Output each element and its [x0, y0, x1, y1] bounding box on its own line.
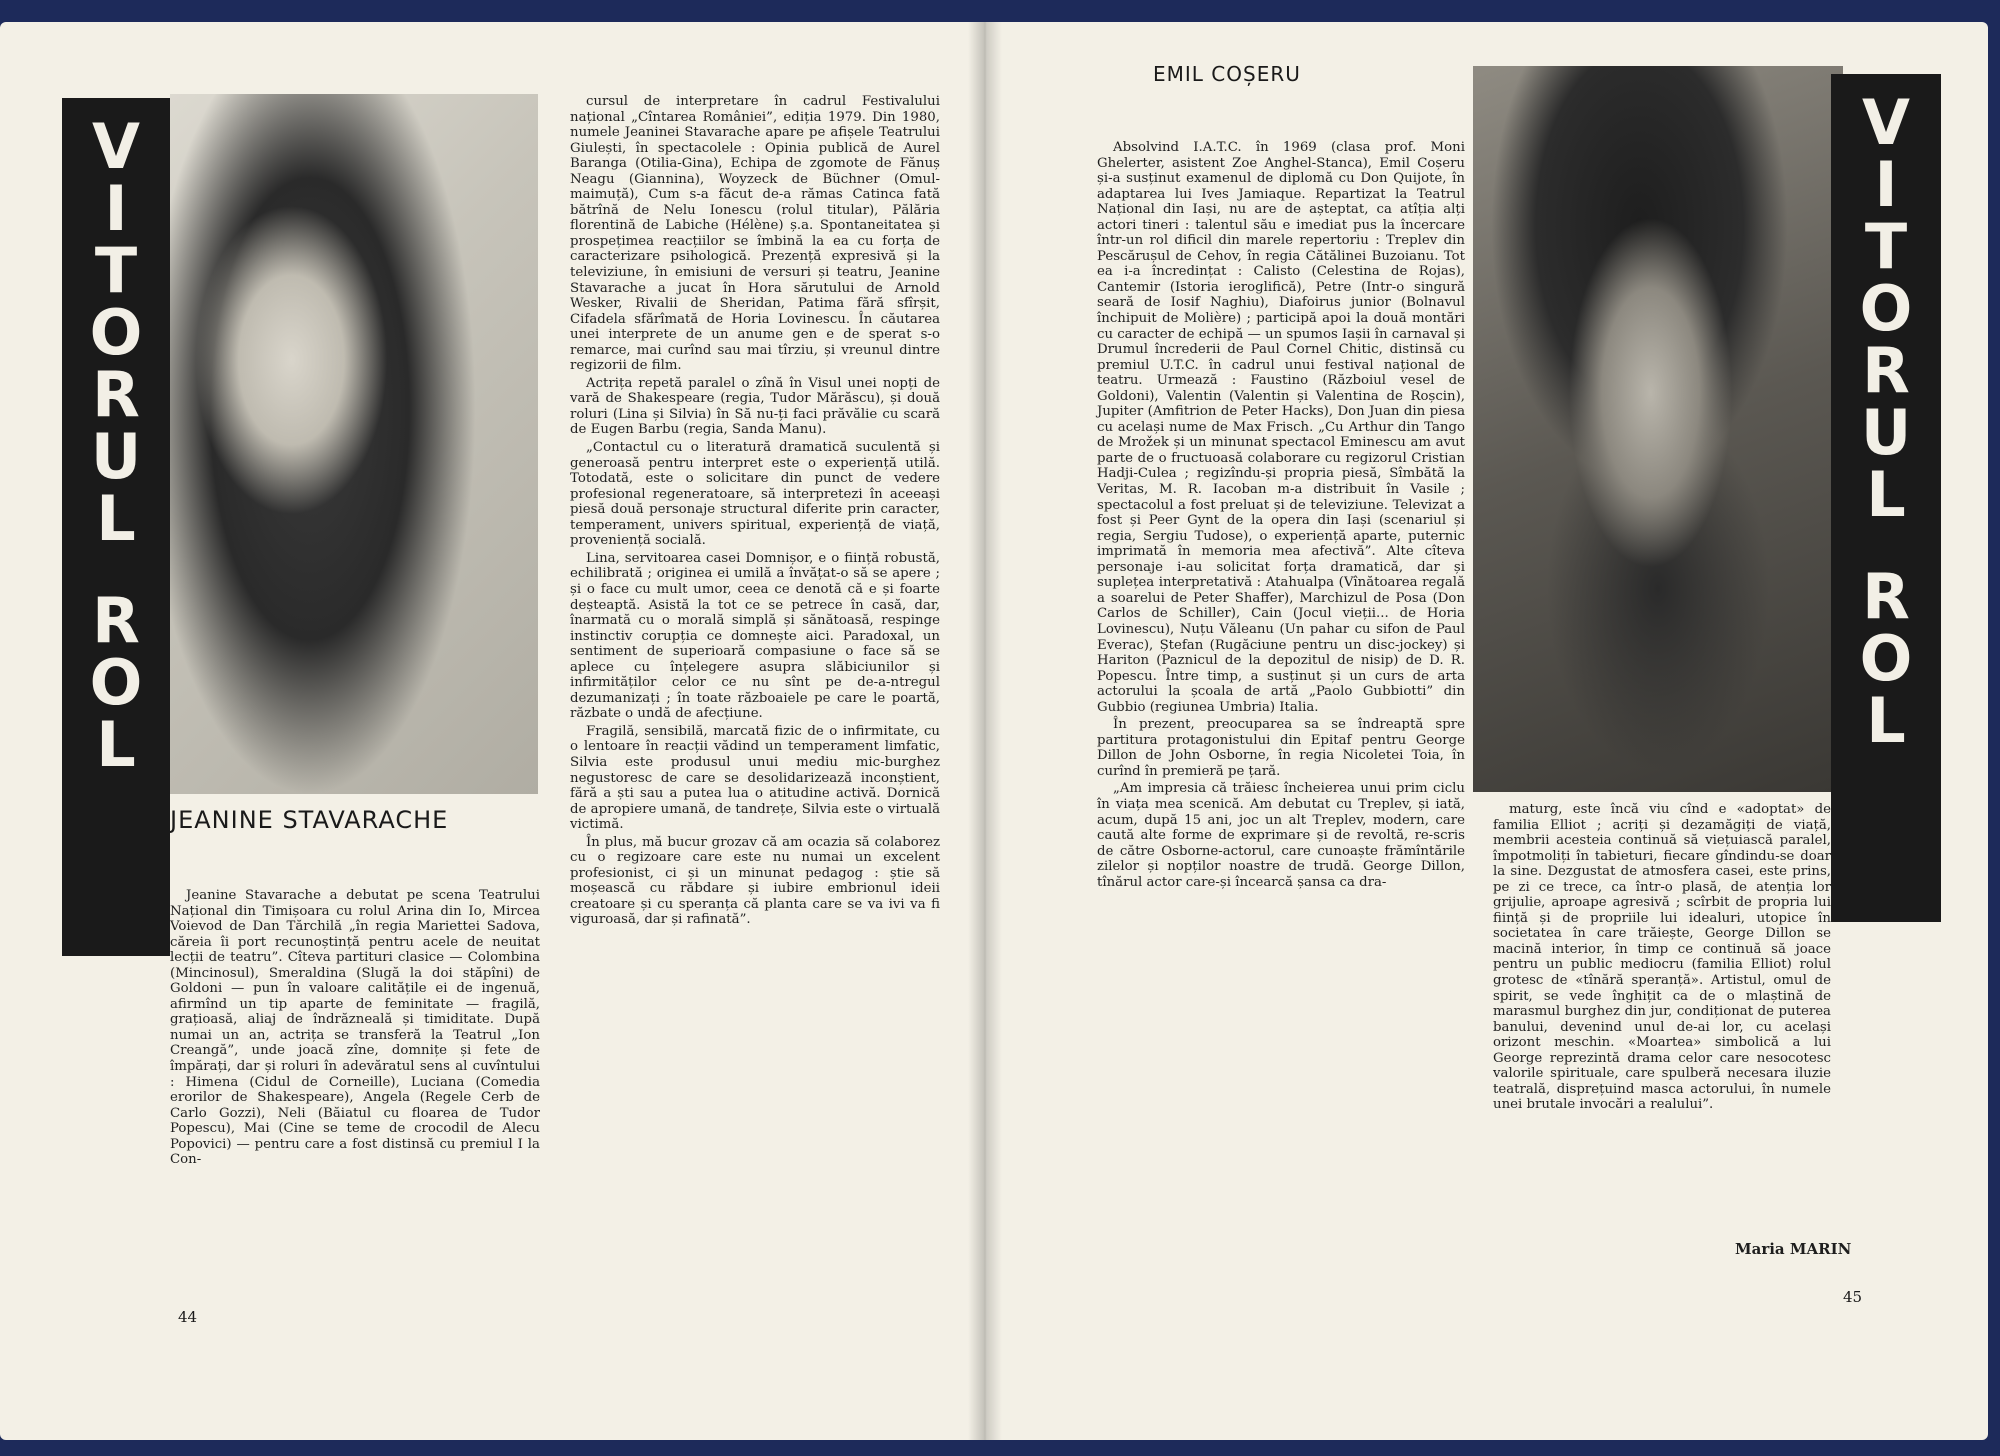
title-letter: O — [1859, 622, 1913, 695]
author-signature: Maria MARIN — [1735, 1240, 1852, 1258]
paragraph: „Contactul cu o literatură dramatică suculentă și generoasă pentru interpret este o experiență utilă. Totodată, este o solicitare din punct de vedere profesional regeneratoare, să interpretezi în aceeași piesă două personaje structural diferite prin caracter, temperament, univers spiritual, experiență de viață, proveniență socială. — [570, 440, 940, 549]
article-right-col2 — [1493, 802, 1831, 1113]
paragraph: Jeanine Stavarache a debutat pe scena Teatrului Național din Timișoara cu rolul Arina din Io, Mircea Voievod de Dan Tărchilă „în regia Mariettei Sadova, căreia îi port recunoștință pentru acele de neuitat lecții de teatru”. Cîteva partituri clasice — Colombina (Mincinosul), Smeraldina (Slugă la doi stăpîni) de Goldoni — pun în valoare calitățile ei de ingenuă, afirmînd un tip aparte de feminitate — fragilă, grațioasă, aliaj de îndrăzneală și timiditate. După numai un an, actrița se transferă la Teatrul „Ion Creangă”, unde joacă zîne, domnițe și fete de împărați, dar și roluri în adevăratul sens al cuvîntului : Himena (Cidul de Corneille), Luciana (Comedia erorilor de Shakespeare), Angela (Regele Cerb de Carlo Gozzi), Neli (Băiatul cu floarea de Tudor Popescu), Mai (Cine se teme de crocodil de Alecu Popovici) — pentru care a fost distinsă cu premiul I la Con- — [170, 888, 540, 1168]
paragraph: cursul de interpretare în cadrul Festivalului național „Cîntarea României”, ediția 1979. Din 1980, numele Jeaninei Stavarache apare pe afișele Teatrului Giulești, în spectacolele : Opinia publică de Aurel Baranga (Otilia-Gina), Echipa de zgomote de Fănuș Neagu (Giannina), Woyzeck de Büchner (Omul-maimuță), Cum s-a făcut de-a rămas Catinca fată bătrînă de Nelu Ionescu (rolul titular), Pălăria florentină de Labiche (Hélène) ș.a. Spontaneitatea și prospețimea reacțiilor se îmbină la ea cu forța de caracterizare psihologică. Prezență expresivă și la televiziune, în emisiuni de versuri și teatru, Jeanine Stavarache a jucat în Hora sărutului de Arnold Wesker, Rivalii de Sheridan, Patima fără sfîrșit, Cifadela sfărîmată de Horia Lovinescu. În căutarea unei interprete de un anume gen e de sperat s-o remarce, mai curînd sau mai tîrziu, și vreunul dintre regizorii de film. — [570, 94, 940, 374]
actor-name-left: JEANINE STAVARACHE — [170, 806, 449, 834]
article-right-col1 — [1097, 140, 1465, 890]
title-letter: T — [1864, 210, 1908, 283]
article-left-col2 — [570, 94, 940, 928]
actor-portrait — [1473, 66, 1843, 792]
title-letter: O — [89, 646, 143, 719]
title-letter: U — [90, 420, 142, 493]
paragraph: Actrița repetă paralel o zînă în Visul unei nopți de vară de Shakespeare (regia, Tudor Mărăscu), și două roluri (Lina și Silvia) în Să nu-ți faci prăvălie cu scară de Eugen Barbu (regia, Sanda Manu). — [570, 375, 940, 438]
vertical-title-right — [1831, 74, 1941, 922]
paragraph: Absolvind I.A.T.C. în 1969 (clasa prof. Moni Ghelerter, asistent Zoe Anghel-Stanca), Emil Coșeru și-a susținut examenul de diplomă cu Don Quijote, în adaptarea lui Ives Jamiaque. Repartizat la Teatrul Național din Iași, nu are de așteptat, ca atîția alți actori tineri : talentul său e imediat pus la încercare într-un rol dificil din marele repertoriu : Treplev din Pescărușul de Cehov, în regia Cătălinei Buzoianu. Tot ea i-a încredințat : Calisto (Celestina de Rojas), Cantemir (Istoria ieroglifică), Petre (Intr-o singură seară de Iosif Naghiu), Diafoirus junior (Bolnavul închipuit de Molière) ; participă apoi la două montări cu caracter de echipă — un spumos Iașii în carnaval și Drumul încrederii de Paul Cornel Chitic, distinsă cu premiul U.T.C. în cadrul unui festival național de teatru. Urmează : Faustino (Războiul vesel de Goldoni), Valentin (Valentin și Valentina de Roșcin), Jupiter (Amfitrion de Peter Hacks), Don Juan din piesa cu același nume de Max Frisch. „Cu Arthur din Tango de Mrožek și un minunat spectacol Eminescu am avut parte de o fructuoasă colaborare cu regizorul Cristian Hadji-Culea ; regizîndu-și propria piesă, Sîmbătă la Veritas, M. R. Iacoban m-a distribuit în Vasile ; spectacolul a fost preluat și de televiziune. Televizat a fost și Peer Gynt de la opera din Iași (scenariul și regia, Sergiu Tudose), o experiență aparte, puternic imprimată în memoria mea afectivă”. Alte cîteva personaje i-au solicitat forța dramatică, dar și suplețea interpretativă : Atahualpa (Vînătoarea regală a soarelui de Peter Shaffer), Marchizul de Posa (Don Carlos de Schiller), Cain (Jocul vieții... de Horia Lovinescu), Nuțu Văleanu (Un pahar cu sifon de Paul Everac), Ștefan (Rugăciune pentru un disc-jockey) și Hariton (Paznicul de la depozitul de nisip) de D. R. Popescu. Între timp, a susținut și un curs de arta actorului la școala de artă „Paolo Gubbiotti” din Gubbio (regiunea Umbria) Italia. — [1097, 140, 1465, 715]
title-letter: R — [1862, 334, 1910, 407]
page-number-right: 45 — [1843, 1288, 1863, 1306]
page-number-left: 44 — [178, 1308, 198, 1326]
title-letter: R — [92, 358, 140, 431]
paragraph: maturg, este încă viu cînd e «adoptat» de familia Elliot ; acriți și dezamăgiți de viață, membrii acesteia continuă să viețuiască paralel, împotmoliți în tabieturi, fiecare gîndindu-se doar la sine. Dezgustat de atmosfera casei, este prins, pe zi ce trece, ca într-o plasă, de atenția lor grijulie, aproape agresivă ; scîrbit de propria lui ființă și de propriile lui idealuri, utopice în societatea în care trăiește, George Dillon se macină interior, în timp ce continuă să joace pentru un public mediocru (familia Elliot) rolul grotesc de «tînără speranță». Artistul, omul de spirit, se vede înghițit ca de o mlaștină de marasmul burghez din jur, condiționat de puterea banului, devenind unul de-ai lor, cu același orizont meschin. «Moartea» simbolică a lui George reprezintă drama celor care nesocotesc valorile spirituale, care spulberă necesara iluzie teatrală, disprețuind masca actorului, în numele unei brutale invocări a realului”. — [1493, 802, 1831, 1113]
actress-portrait — [170, 94, 538, 794]
title-letter: L — [1866, 684, 1906, 757]
paragraph: Lina, servitoarea casei Domnișor, e o ființă robustă, echilibrată ; originea ei umilă a învățat-o să se apere ; și o face cu mult umor, ceea ce denotă că e și foarte deșteaptă. Asistă la tot ce se petrece în casă, dar, înarmată cu o morală simplă și sănătoasă, respinge instinctiv corupția ce domnește aici. Paradoxal, un sentiment de superioară compasiune o face să se aplece cu înțelegere asupra slăbiciunilor și infirmităților celor ce nu sînt pe de-a-ntregul dezumanizați ; în toate războaiele pe care le poartă, răzbate o undă de afecțiune. — [570, 550, 940, 722]
actor-name-right: EMIL COȘERU — [1153, 62, 1301, 86]
title-letter: L — [96, 482, 136, 555]
right-page — [985, 22, 1988, 1440]
title-letter: I — [104, 172, 128, 245]
title-letter: L — [96, 708, 136, 781]
title-letter: R — [92, 584, 140, 657]
title-letter: I — [1874, 148, 1898, 221]
title-letter: T — [94, 234, 138, 307]
vertical-title-left — [62, 98, 170, 956]
title-letter: R — [1862, 560, 1910, 633]
left-page — [0, 22, 985, 1440]
paragraph: În prezent, preocuparea sa se îndreaptă spre partitura protagonistului din Epitaf pentru George Dillon de John Osborne, în regia Nicoletei Toia, în curînd în premieră pe țară. — [1097, 717, 1465, 779]
title-letter: V — [1862, 86, 1910, 159]
title-letter: V — [92, 110, 140, 183]
paragraph: „Am impresia că trăiesc încheierea unui prim ciclu în viața mea scenică. Am debutat cu Treplev, și iată, acum, după 15 ani, joc un alt Treplev, modern, care caută alte forme de exprimare și de revoltă, re-scris de către Osborne-actorul, care cunoaște frămîntările zilelor și nopților noastre de trudă. George Dillon, tînărul actor care-și încearcă șansa ca dra- — [1097, 781, 1465, 890]
title-letter: L — [1866, 458, 1906, 531]
book-gutter — [968, 22, 1002, 1440]
paragraph: În plus, mă bucur grozav că am ocazia să colaborez cu o regizoare care este nu numai un excelent profesionist, ci și un minunat pedagog : știe să moșească cu răbdare și iubire embrionul ideii creatoare și cu speranța că planta care se va ivi va fi viguroasă, dar și rafinată”. — [570, 834, 940, 928]
article-left-col1 — [170, 888, 540, 1168]
title-letter: O — [1859, 272, 1913, 345]
paragraph: Fragilă, sensibilă, marcată fizic de o infirmitate, cu o lentoare în reacții vădind un temperament limfatic, Silvia este produsul unui mediu mic-burghez negustoresc de care se desolidarizează inconștient, fără a ști sau a putea lua o atitudine activă. Dornică de apropiere umană, de tandrețe, Silvia este o virtuală victimă. — [570, 723, 940, 833]
title-letter: O — [89, 296, 143, 369]
title-letter: U — [1860, 396, 1912, 469]
